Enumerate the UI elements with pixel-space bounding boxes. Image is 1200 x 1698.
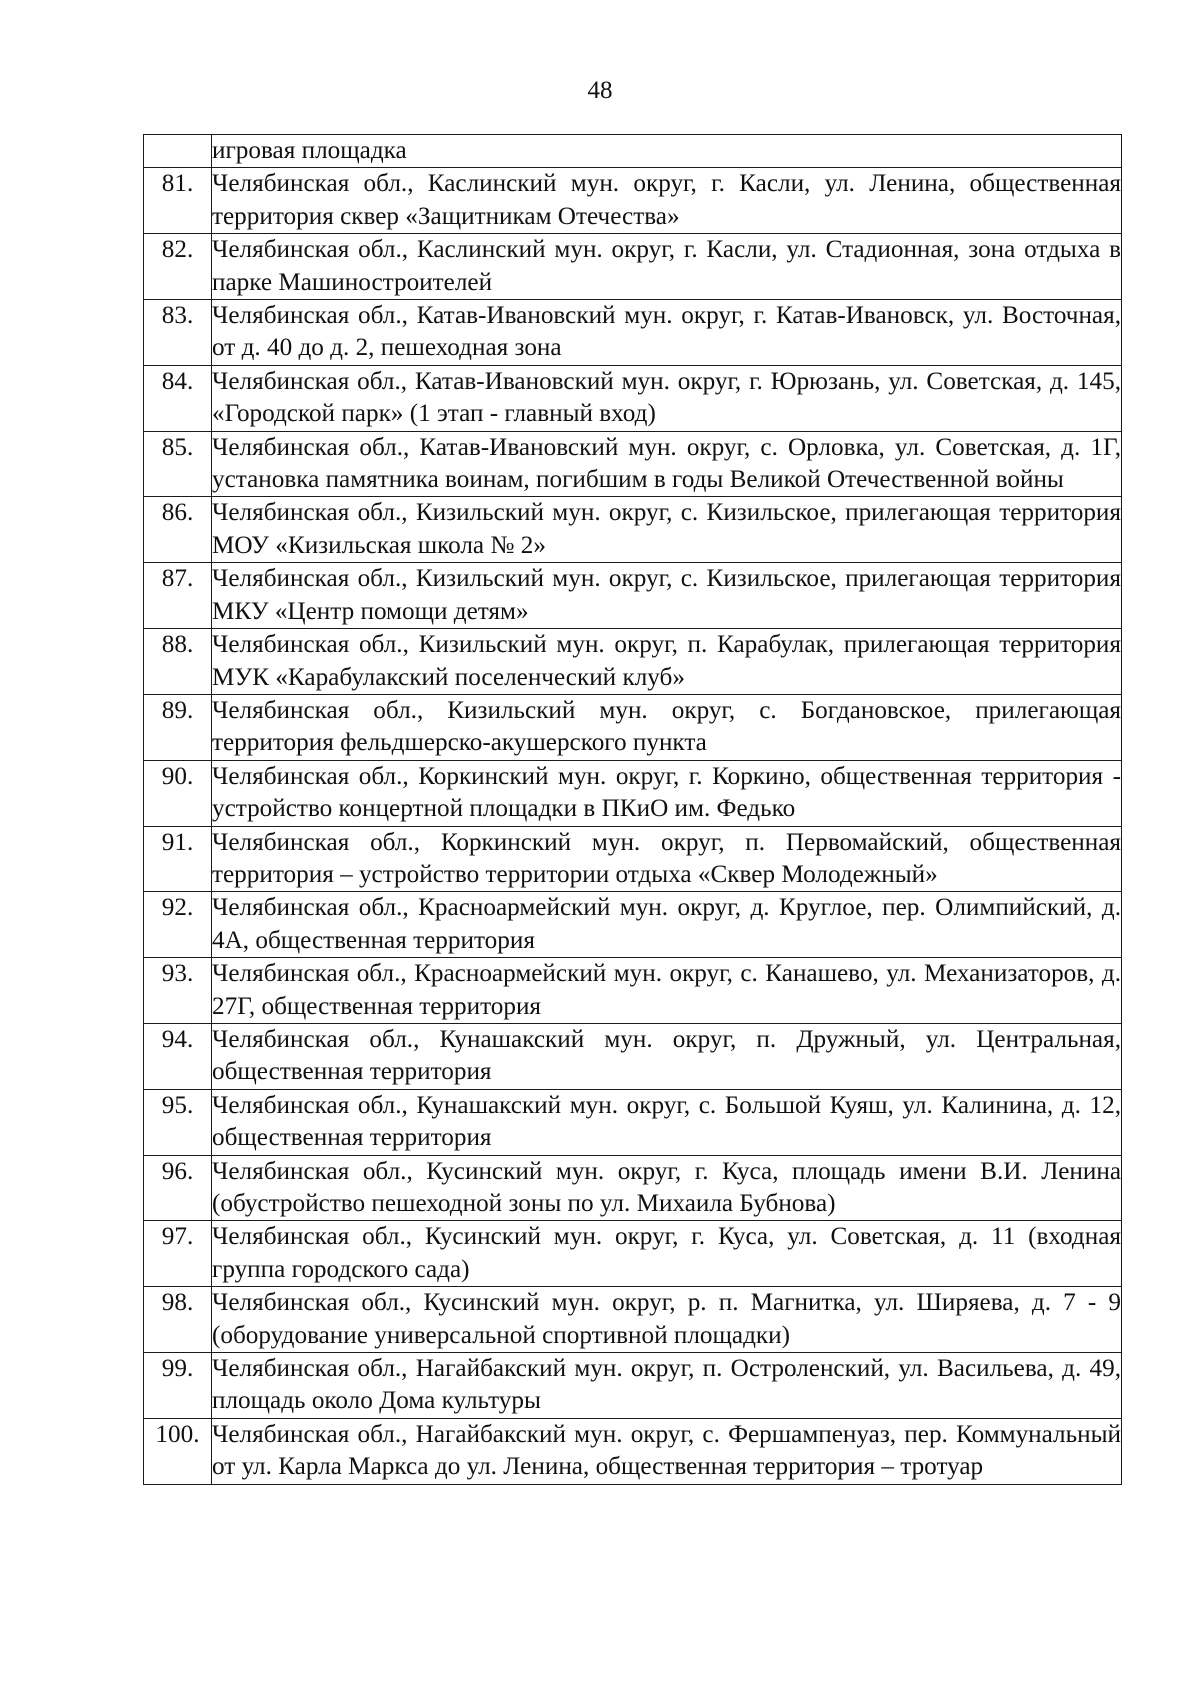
- table-row: [144, 168, 1122, 234]
- row-text: Челябинская обл., Кизильский мун. округ, с. Богдановское, прилегающая территория фельдшерско-акушерского пункта: [212, 694, 1122, 760]
- row-text: Челябинская обл., Кусинский мун. округ, г. Куса, ул. Советская, д. 11 (входная группа городского сада): [212, 1221, 1122, 1287]
- row-number: 82.: [144, 234, 212, 300]
- row-number: [144, 135, 212, 168]
- table-row: [144, 1089, 1122, 1155]
- table-row: [144, 958, 1122, 1024]
- row-text: Челябинская обл., Коркинский мун. округ, п. Первомайский, общественная территория – устройство территории отдыха «Сквер Молодежный»: [212, 826, 1122, 892]
- table-row: [144, 892, 1122, 958]
- row-text: игровая площадка: [212, 135, 1122, 168]
- table-row: [144, 1418, 1122, 1484]
- table-row: [144, 300, 1122, 366]
- table-row: [144, 365, 1122, 431]
- row-text: Челябинская обл., Катав-Ивановский мун. округ, с. Орловка, ул. Советская, д. 1Г, установка памятника воинам, погибшим в годы Великой Отечественной войны: [212, 431, 1122, 497]
- row-text: Челябинская обл., Кунашакский мун. округ, п. Дружный, ул. Центральная, общественная территория: [212, 1023, 1122, 1089]
- row-number: 89.: [144, 694, 212, 760]
- row-number: 91.: [144, 826, 212, 892]
- table-row: [144, 234, 1122, 300]
- row-number: 93.: [144, 958, 212, 1024]
- row-text: Челябинская обл., Кунашакский мун. округ, с. Большой Куяш, ул. Калинина, д. 12, общественная территория: [212, 1089, 1122, 1155]
- row-text: Челябинская обл., Нагайбакский мун. округ, с. Фершампенуаз, пер. Коммунальный от ул. Карла Маркса до ул. Ленина, общественная территория – тротуар: [212, 1418, 1122, 1484]
- row-number: 96.: [144, 1155, 212, 1221]
- projects-table-body: [144, 135, 1122, 1485]
- row-text: Челябинская обл., Кизильский мун. округ, п. Карабулак, прилегающая территория МУК «Карабулакский поселенческий клуб»: [212, 629, 1122, 695]
- row-number: 100.: [144, 1418, 212, 1484]
- row-number: 99.: [144, 1353, 212, 1419]
- table-row: [144, 431, 1122, 497]
- row-number: 85.: [144, 431, 212, 497]
- projects-table: [143, 134, 1122, 1485]
- table-row: [144, 629, 1122, 695]
- table-row: [144, 826, 1122, 892]
- row-text: Челябинская обл., Кусинский мун. округ, р. п. Магнитка, ул. Ширяева, д. 7 - 9 (оборудование универсальной спортивной площадки): [212, 1287, 1122, 1353]
- row-text: Челябинская обл., Красноармейский мун. округ, д. Круглое, пер. Олимпийский, д. 4А, общественная территория: [212, 892, 1122, 958]
- row-number: 81.: [144, 168, 212, 234]
- row-text: Челябинская обл., Кизильский мун. округ, с. Кизильское, прилегающая территория МКУ «Центр помощи детям»: [212, 563, 1122, 629]
- row-number: 87.: [144, 563, 212, 629]
- row-text: Челябинская обл., Катав-Ивановский мун. округ, г. Катав-Ивановск, ул. Восточная, от д. 40 до д. 2, пешеходная зона: [212, 300, 1122, 366]
- row-number: 86.: [144, 497, 212, 563]
- row-text: Челябинская обл., Каслинский мун. округ, г. Касли, ул. Стадионная, зона отдыха в парке Машиностроителей: [212, 234, 1122, 300]
- row-text: Челябинская обл., Катав-Ивановский мун. округ, г. Юрюзань, ул. Советская, д. 145, «Городской парк» (1 этап - главный вход): [212, 365, 1122, 431]
- page-number: 48: [587, 77, 613, 104]
- row-text: Челябинская обл., Красноармейский мун. округ, с. Канашево, ул. Механизаторов, д. 27Г, общественная территория: [212, 958, 1122, 1024]
- row-number: 95.: [144, 1089, 212, 1155]
- table-row: [144, 563, 1122, 629]
- table-row: [144, 694, 1122, 760]
- row-text: Челябинская обл., Кизильский мун. округ, с. Кизильское, прилегающая территория МОУ «Кизильская школа № 2»: [212, 497, 1122, 563]
- row-number: 84.: [144, 365, 212, 431]
- table-row: [144, 760, 1122, 826]
- row-text: Челябинская обл., Кусинский мун. округ, г. Куса, площадь имени В.И. Ленина (обустройство пешеходной зоны по ул. Михаила Бубнова): [212, 1155, 1122, 1221]
- row-number: 98.: [144, 1287, 212, 1353]
- row-number: 97.: [144, 1221, 212, 1287]
- table-row: [144, 1287, 1122, 1353]
- row-number: 94.: [144, 1023, 212, 1089]
- table-row: [144, 1221, 1122, 1287]
- table-row: [144, 1023, 1122, 1089]
- table-row: [144, 497, 1122, 563]
- row-text: Челябинская обл., Коркинский мун. округ, г. Коркино, общественная территория - устройство концертной площадки в ПКиО им. Федько: [212, 760, 1122, 826]
- table-row: [144, 1155, 1122, 1221]
- row-number: 83.: [144, 300, 212, 366]
- row-text: Челябинская обл., Нагайбакский мун. округ, п. Остроленский, ул. Васильева, д. 49, площадь около Дома культуры: [212, 1353, 1122, 1419]
- row-number: 92.: [144, 892, 212, 958]
- table-row: [144, 1353, 1122, 1419]
- row-text: Челябинская обл., Каслинский мун. округ, г. Касли, ул. Ленина, общественная территория сквер «Защитникам Отечества»: [212, 168, 1122, 234]
- row-number: 90.: [144, 760, 212, 826]
- table-row: [144, 135, 1122, 168]
- row-number: 88.: [144, 629, 212, 695]
